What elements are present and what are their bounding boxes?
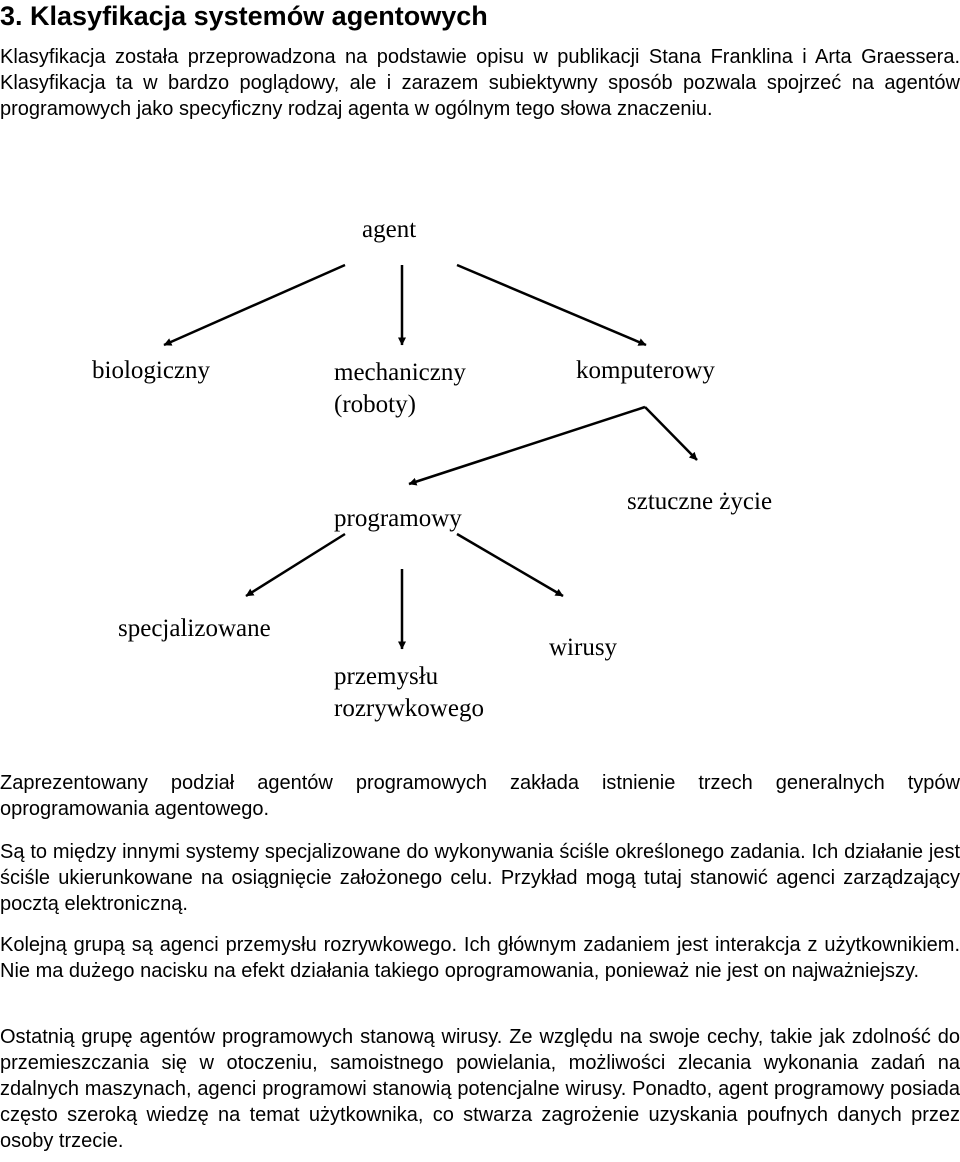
node-wirusy: wirusy bbox=[549, 634, 618, 661]
node-programowy: programowy bbox=[334, 505, 462, 532]
node-przemyslu-line2: rozrywkowego bbox=[334, 695, 484, 722]
node-biologiczny: biologiczny bbox=[92, 357, 211, 384]
paragraph-specialized: Są to między innymi systemy specjalizowane do wykonywania ściśle określonego zadania. Ich działanie jest ściśle ukierunkowane na osiągnięcie założonego celu. Przykład mogą tutaj stanowić agenci zarządzający pocztą elektroniczną. bbox=[0, 841, 960, 915]
node-sztuczne-zycie: sztuczne życie bbox=[627, 488, 773, 515]
arrow-agent-komputerowy bbox=[457, 265, 646, 345]
node-mechaniczny-line2: (roboty) bbox=[334, 391, 416, 418]
node-mechaniczny bbox=[334, 357, 466, 421]
node-agent: agent bbox=[362, 216, 417, 243]
arrow-agent-biologiczny bbox=[164, 265, 345, 345]
node-specjalizowane: specjalizowane bbox=[118, 615, 271, 642]
paragraph-entertainment: Kolejną grupą są agenci przemysłu rozrywkowego. Ich głównym zadaniem jest interakcja z użytkownikiem. Nie ma dużego nacisku na efekt działania takiego oprogramowania, ponieważ nie jest on najważniejszy. bbox=[0, 934, 960, 982]
node-mechaniczny-line1: mechaniczny bbox=[334, 359, 466, 386]
node-przemyslu bbox=[334, 661, 484, 725]
arrow-programowy-wirusy bbox=[457, 534, 563, 596]
paragraph-viruses: Ostatnią grupę agentów programowych stanową wirusy. Ze względu na swoje cechy, takie jak zdolność do przemieszczania się w otoczeniu, samoistnego powielania, możliwości zlecania wykonania zadań na zdalnych maszynach, agenci programowi stanowią potencjalne wirusy. Ponadto, agent programowy posiada często szeroką wiedzę na temat użytkownika, co stwarza zagrożenie uzyskania poufnych danych przez osoby trzecie. bbox=[0, 1026, 960, 1152]
paragraph-overview: Zaprezentowany podział agentów programowych zakłada istnienie trzech generalnych typów oprogramowania agentowego. bbox=[0, 772, 960, 820]
intro-paragraph: Klasyfikacja została przeprowadzona na podstawie opisu w publikacji Stana Franklina i Arta Graessera. Klasyfikacja ta w bardzo poglądowy, ale i zarazem subiektywny sposób pozwala spojrzeć na agentów programowych jako specyficzny rodzaj agenta w ogólnym tego słowa znaczeniu. bbox=[0, 46, 960, 120]
node-przemyslu-line1: przemysłu bbox=[334, 663, 439, 690]
arrow-komputerowy-sztuczne-zycie bbox=[645, 407, 697, 460]
node-komputerowy: komputerowy bbox=[576, 357, 715, 384]
arrow-programowy-specjalizowane bbox=[246, 534, 345, 596]
page-title: 3. Klasyfikacja systemów agentowych bbox=[0, 1, 488, 31]
